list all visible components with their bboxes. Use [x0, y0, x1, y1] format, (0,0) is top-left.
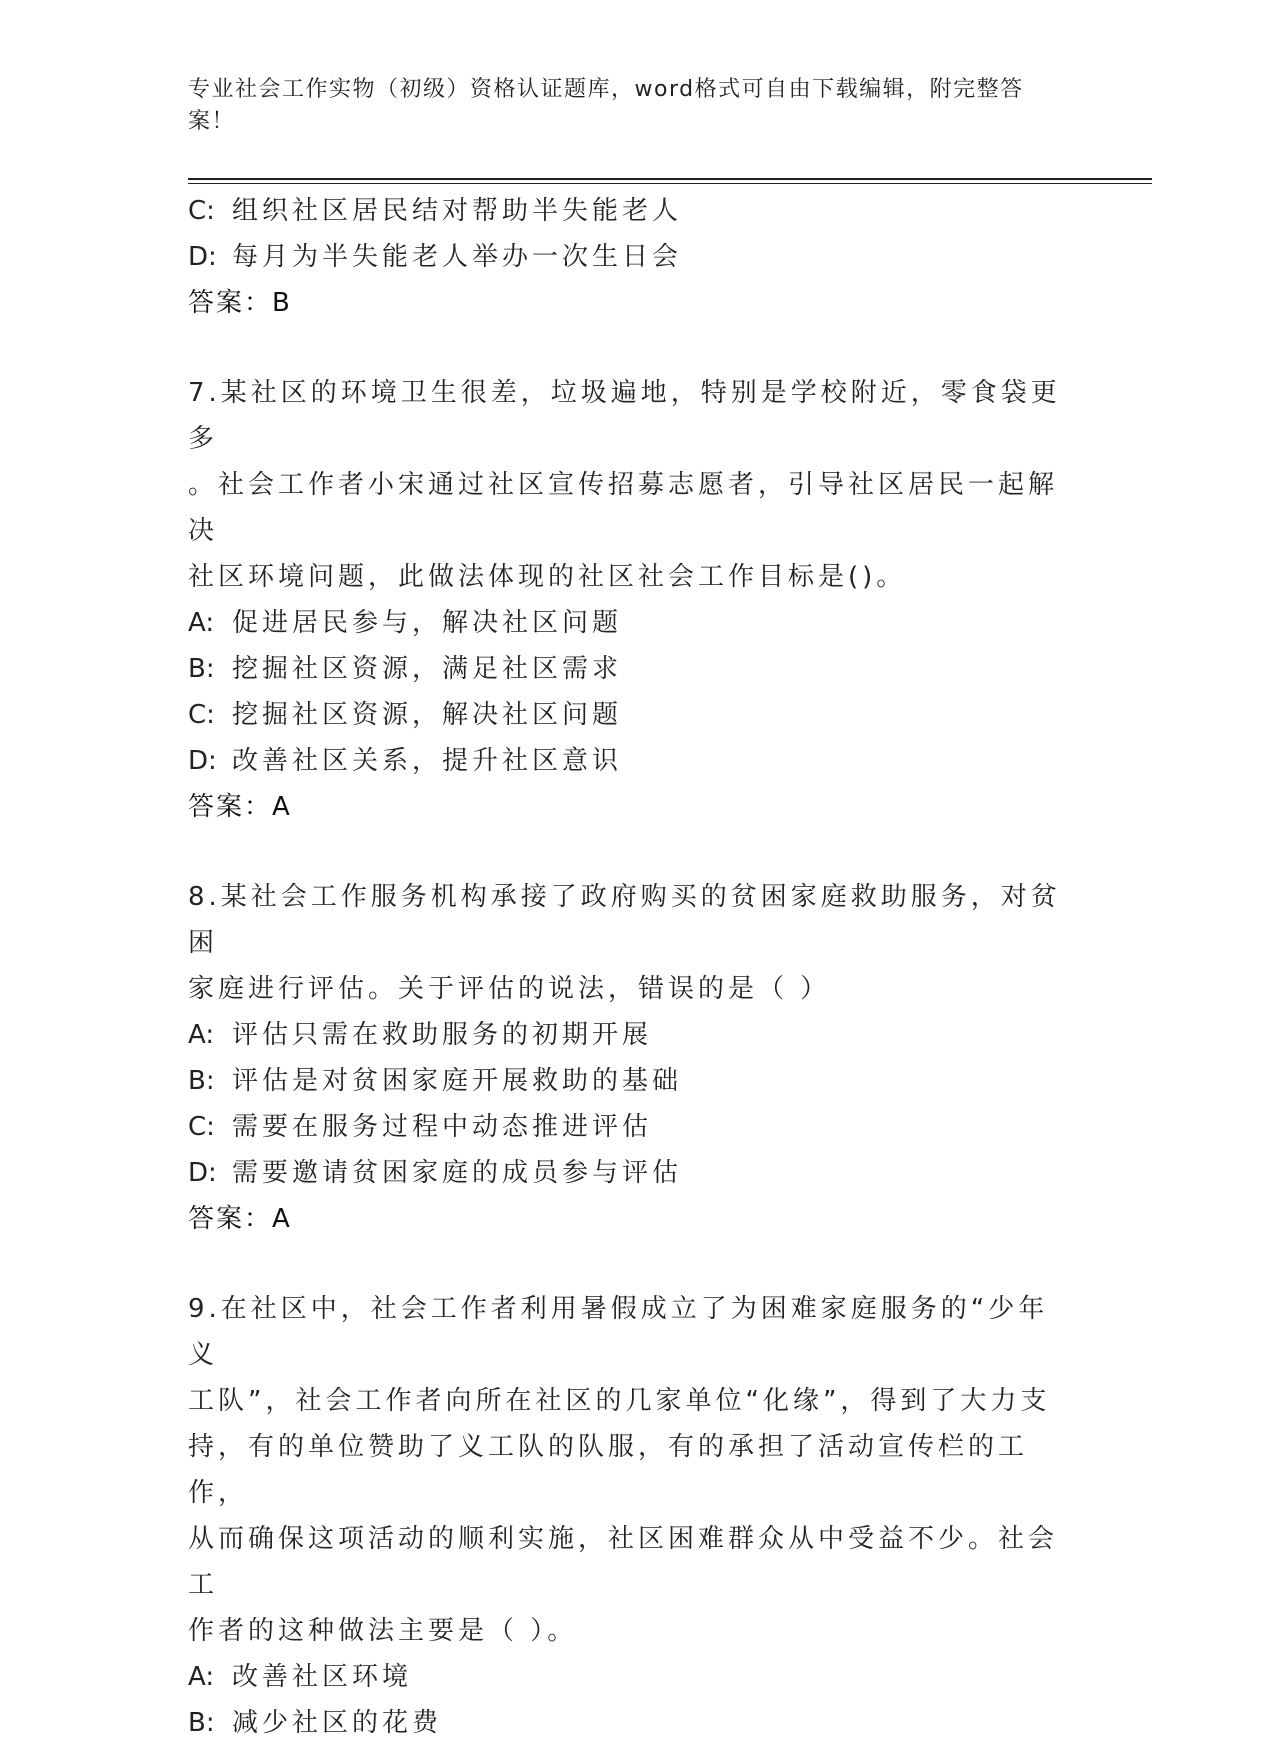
page-header: [188, 74, 1058, 138]
option-text: 改善社区环境: [232, 1662, 413, 1692]
option-key: A:: [188, 608, 215, 638]
option-text: 促进居民参与，解决社区问题: [232, 608, 623, 638]
option-text: 挖掘社区资源，解决社区问题: [232, 700, 623, 730]
option-b: [188, 1700, 1068, 1746]
option-key: D:: [188, 242, 217, 272]
option-b: [188, 646, 1068, 692]
option-text: 组织社区居民结对帮助半失能老人: [232, 196, 683, 226]
option-key: A:: [188, 1020, 215, 1050]
option-key: B:: [188, 1708, 215, 1738]
option-c: [188, 692, 1068, 738]
question-stem-line: 持，有的单位赞助了义工队的队服，有的承担了活动宣传栏的工作，: [188, 1432, 1029, 1508]
option-d: [188, 1150, 1068, 1196]
header-line-1: 专业社会工作实物（初级）资格认证题库，word格式可自由下载编辑，附完整答: [188, 77, 1024, 102]
question-6-tail: [188, 188, 1068, 326]
question-7: [188, 370, 1068, 830]
answer-line: 答案：B: [188, 288, 292, 318]
option-a: [188, 600, 1068, 646]
option-c: [188, 188, 1068, 234]
question-stem-line: 作者的这种做法主要是（ ）。: [188, 1616, 578, 1646]
option-text: 评估是对贫困家庭开展救助的基础: [232, 1066, 683, 1096]
header-rule-thin: [188, 183, 1152, 184]
option-key: C:: [188, 1112, 215, 1142]
option-text: 改善社区关系，提升社区意识: [232, 746, 623, 776]
option-key: D:: [188, 1158, 217, 1188]
option-text: 挖掘社区资源，满足社区需求: [232, 654, 623, 684]
option-text: 需要邀请贫困家庭的成员参与评估: [232, 1158, 683, 1188]
question-stem-line: 社区环境问题，此做法体现的社区社会工作目标是()。: [188, 562, 907, 592]
header-rule-thick: [188, 178, 1152, 180]
question-content: [188, 188, 1068, 1746]
question-stem-line: 7.某社区的环境卫生很差，垃圾遍地，特别是学校附近，零食袋更多: [188, 378, 1061, 454]
option-text: 每月为半失能老人举办一次生日会: [232, 242, 683, 272]
option-key: C:: [188, 196, 215, 226]
option-text: 减少社区的花费: [232, 1708, 443, 1738]
option-key: D:: [188, 746, 217, 776]
option-key: B:: [188, 1066, 215, 1096]
answer-line: 答案：A: [188, 792, 292, 822]
question-stem-line: 从而确保这项活动的顺利实施，社区困难群众从中受益不少。社会工: [188, 1524, 1059, 1600]
question-stem-line: 家庭进行评估。关于评估的说法，错误的是（ ）: [188, 974, 831, 1004]
header-line-2: 案！: [188, 109, 236, 134]
option-d: [188, 234, 1068, 280]
option-text: 评估只需在救助服务的初期开展: [232, 1020, 653, 1050]
option-b: [188, 1058, 1068, 1104]
option-key: A:: [188, 1662, 215, 1692]
question-stem-line: 8.某社会工作服务机构承接了政府购买的贫困家庭救助服务，对贫困: [188, 882, 1061, 958]
option-a: [188, 1012, 1068, 1058]
option-key: C:: [188, 700, 215, 730]
question-8: [188, 874, 1068, 1242]
answer-line: 答案：A: [188, 1204, 292, 1234]
option-d: [188, 738, 1068, 784]
question-9: [188, 1286, 1068, 1746]
option-text: 需要在服务过程中动态推进评估: [232, 1112, 653, 1142]
question-stem-line: 。社会工作者小宋通过社区宣传招募志愿者，引导社区居民一起解决: [188, 470, 1059, 546]
option-key: B:: [188, 654, 215, 684]
option-a: [188, 1654, 1068, 1700]
question-stem-line: 9.在社区中，社会工作者利用暑假成立了为困难家庭服务的“少年义: [188, 1294, 1049, 1370]
option-c: [188, 1104, 1068, 1150]
question-stem-line: 工队”，社会工作者向所在社区的几家单位“化缘”，得到了大力支: [188, 1386, 1051, 1416]
